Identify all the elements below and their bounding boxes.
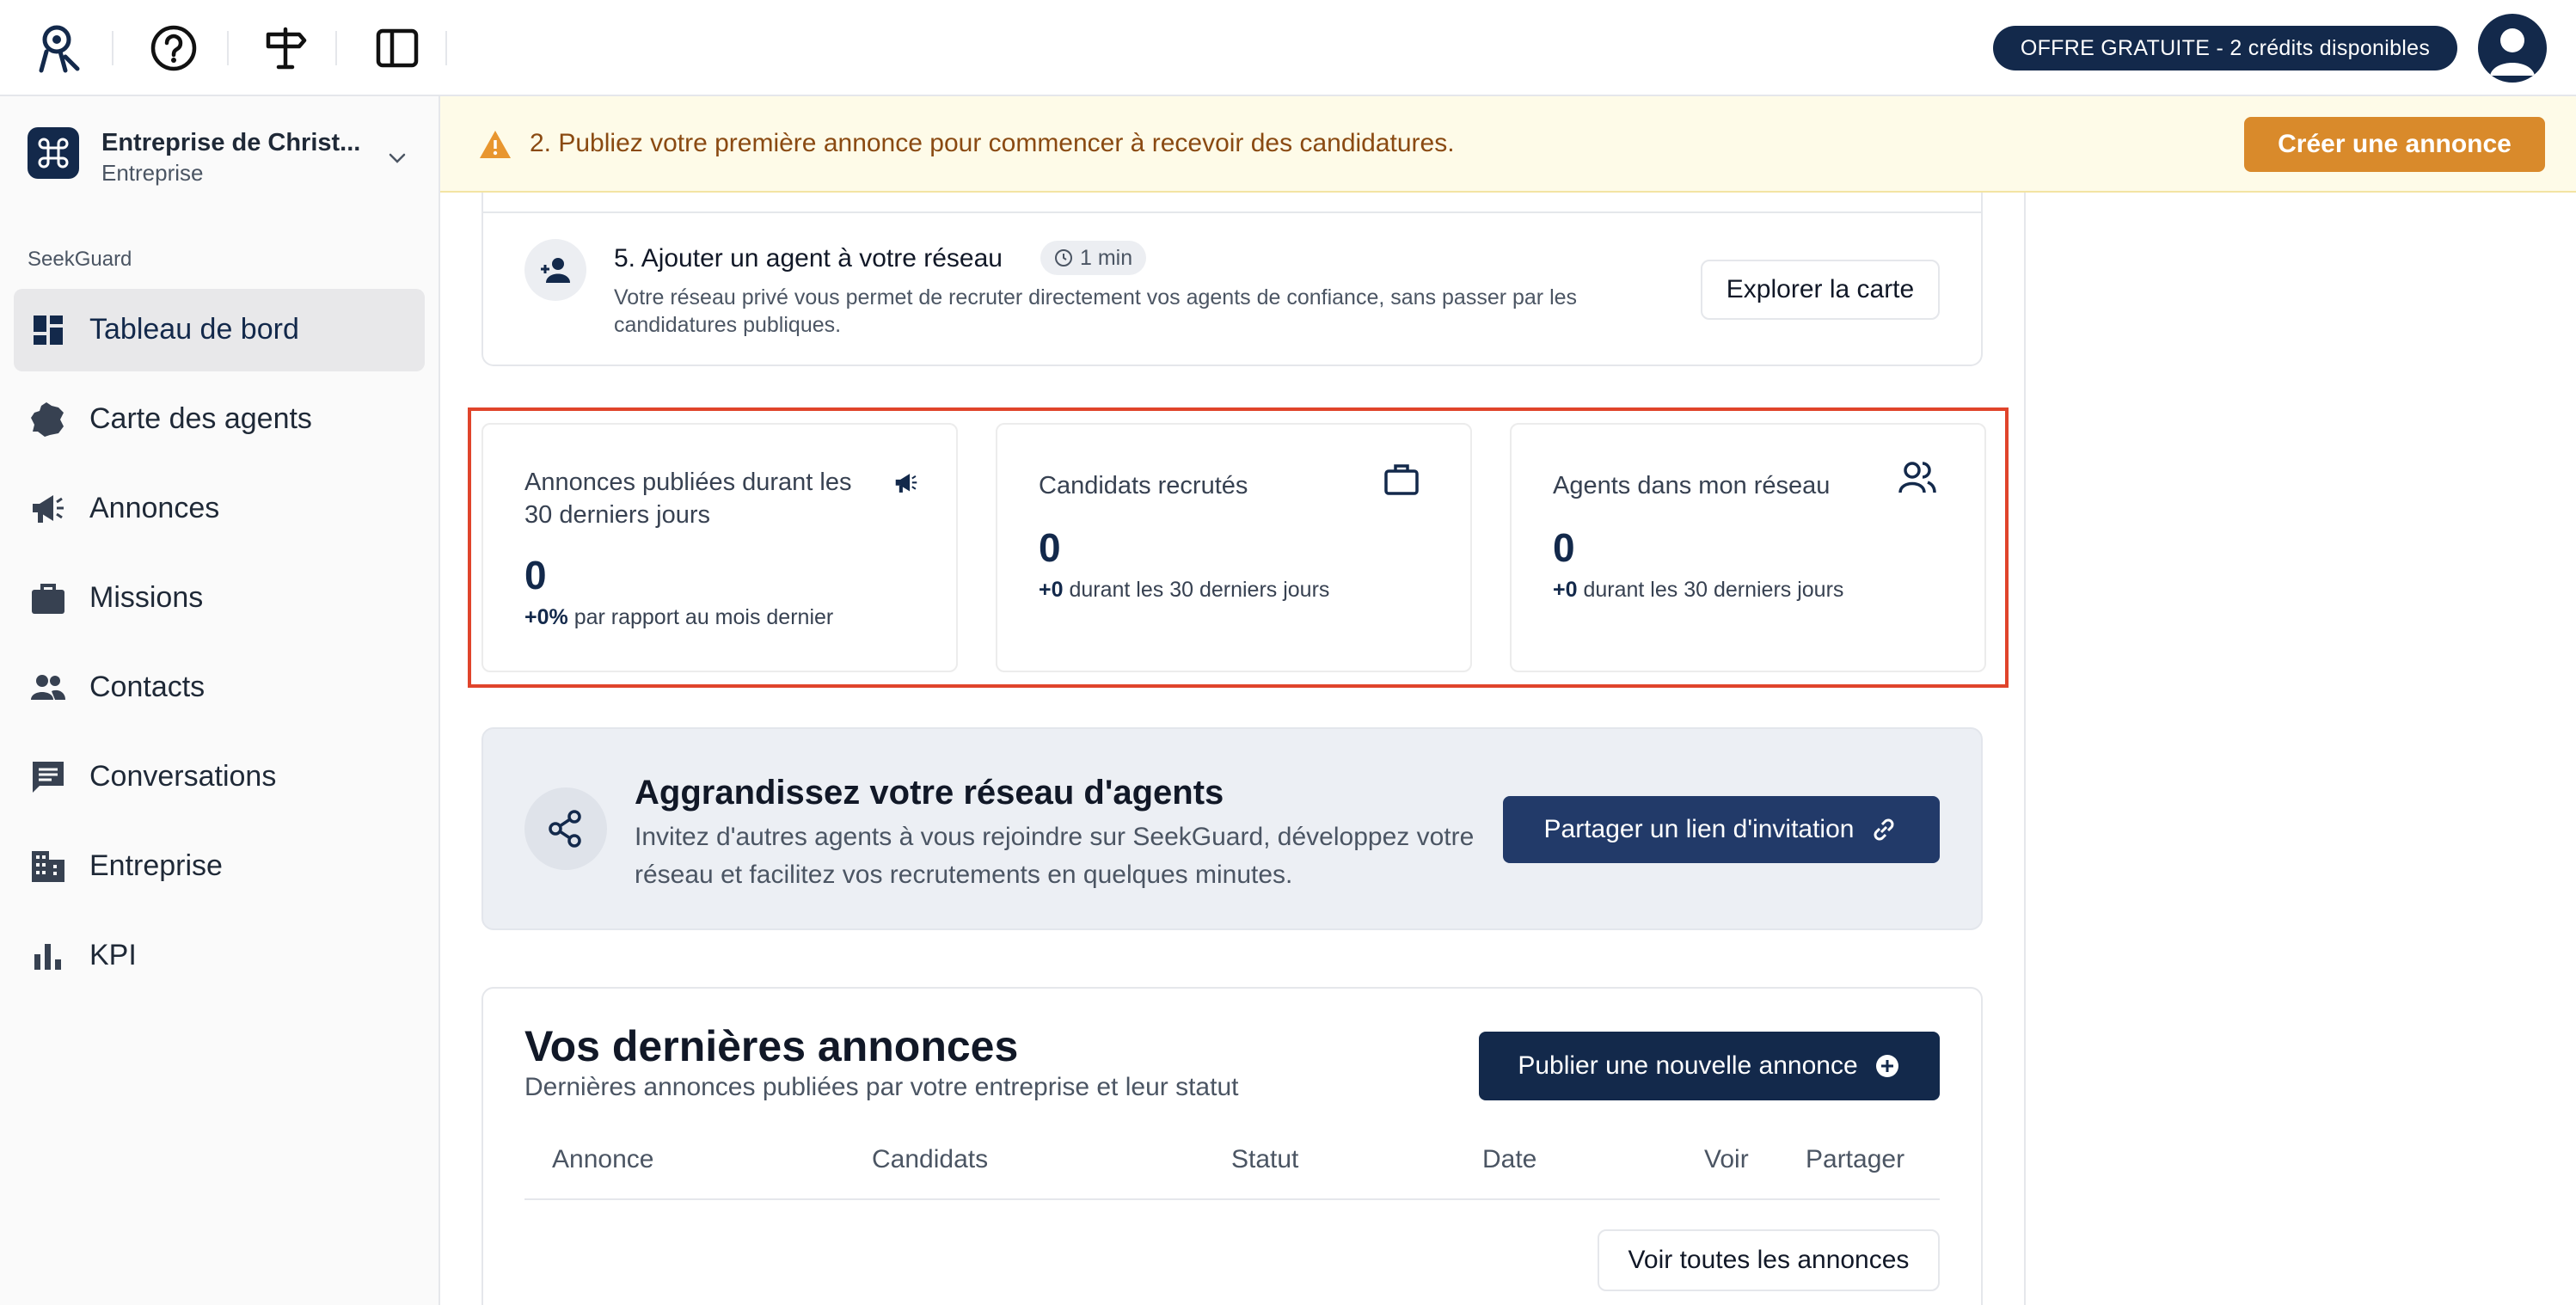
separator (335, 31, 337, 65)
button-label: Partager un lien d'invitation (1543, 815, 1855, 843)
stat-value: 0 (524, 553, 547, 597)
create-annonce-button[interactable]: Créer une annonce (2244, 117, 2545, 172)
stat-card-agents (1510, 423, 1986, 672)
separator (227, 31, 229, 65)
see-all-annonces-button[interactable]: Voir toutes les annonces (1598, 1229, 1940, 1291)
megaphone-icon (886, 463, 927, 504)
column-header[interactable]: Voir (1704, 1145, 1749, 1173)
sidebar-item-label: Carte des agents (89, 402, 312, 435)
duration-text: 1 min (1080, 245, 1133, 270)
briefcase-icon (29, 579, 67, 617)
stat-sub-text: durant les 30 derniers jours (1069, 578, 1330, 602)
sidebar-item-label: KPI (89, 939, 137, 971)
link-icon (1869, 815, 1898, 844)
plus-circle-icon (1874, 1052, 1901, 1080)
company-name: Entreprise de Christ... (101, 129, 361, 156)
sidebar-item-contacts[interactable] (14, 646, 425, 729)
column-header[interactable]: Annonce (552, 1145, 654, 1173)
company-type: Entreprise (101, 160, 204, 186)
sidebar-item-label: Missions (89, 581, 204, 614)
stat-title: Candidats recrutés (1039, 472, 1248, 499)
sidebar-item-tableau-de-bord[interactable] (14, 289, 425, 371)
sidebar-item-label: Tableau de bord (89, 313, 299, 346)
warning-banner (440, 96, 2576, 193)
column-header[interactable]: Partager (1806, 1145, 1905, 1173)
stat-sub-text: par rapport au mois dernier (573, 605, 834, 629)
briefcase-icon (1381, 459, 1422, 500)
megaphone-icon (29, 490, 67, 528)
explore-map-button[interactable]: Explorer la carte (1701, 260, 1940, 320)
annonces-subtitle: Dernières annonces publiées par votre entreprise et leur statut (524, 1073, 1239, 1101)
guard-logo-icon[interactable] (31, 19, 89, 77)
annonces-title: Vos dernières annonces (524, 1022, 1019, 1070)
stat-sub (1039, 578, 1329, 603)
banner-text: 2. Publiez votre première annonce pour commencer à recevoir des candidatures. (530, 129, 1455, 157)
chat-icon (29, 758, 67, 796)
invite-description: Invitez d'autres agents à vous rejoindre sur SeekGuard, développez votre réseau et facilitez vos recrutements en quelques minutes. (635, 823, 1475, 889)
sidebar (0, 96, 440, 1305)
command-icon (28, 127, 79, 179)
dashboard-icon (29, 311, 67, 349)
france-map-icon (29, 401, 67, 438)
divider (481, 211, 1983, 213)
step-description: Votre réseau privé vous permet de recruter directement vos agents de confiance, sans passer par les candidatures publiques. (614, 285, 1578, 337)
stat-title: Agents dans mon réseau (1553, 472, 1831, 499)
content-divider (2024, 193, 2026, 1305)
stat-delta: +0% (524, 605, 568, 629)
help-icon[interactable] (144, 19, 203, 77)
sidebar-item-label: Annonces (89, 492, 220, 524)
stat-delta: +0 (1553, 578, 1578, 602)
stat-delta: +0 (1039, 578, 1064, 602)
sidebar-toggle-icon[interactable] (368, 19, 426, 77)
duration-badge (1040, 241, 1146, 275)
invite-title: Aggrandissez votre réseau d'agents (635, 774, 1224, 812)
step-title: 5. Ajouter un agent à votre réseau (614, 244, 1003, 273)
stat-sub (1553, 578, 1843, 603)
sidebar-item-label: Conversations (89, 760, 277, 793)
stat-card-annonces (481, 423, 958, 672)
clock-icon (1054, 248, 1073, 267)
column-header[interactable]: Candidats (872, 1145, 989, 1173)
sidebar-item-carte-des-agents[interactable] (14, 378, 425, 461)
button-label: Publier une nouvelle annonce (1518, 1051, 1858, 1080)
table-divider (524, 1198, 1940, 1200)
bar-chart-icon (29, 937, 67, 975)
top-bar (0, 0, 2576, 96)
separator (112, 31, 113, 65)
stat-value: 0 (1553, 525, 1575, 570)
stat-sub (524, 605, 833, 630)
stat-sub-text: durant les 30 derniers jours (1583, 578, 1844, 602)
add-person-icon (524, 239, 586, 301)
building-icon (29, 848, 67, 885)
section-label: SeekGuard (28, 248, 132, 271)
stat-title: Annonces publiées durant les 30 derniers jours (524, 469, 852, 529)
share-invite-link-button[interactable] (1503, 796, 1940, 863)
sidebar-item-annonces[interactable] (14, 468, 425, 550)
sidebar-item-label: Contacts (89, 671, 205, 703)
sidebar-item-missions[interactable] (14, 557, 425, 640)
warning-icon (478, 129, 512, 160)
publish-annonce-button[interactable] (1479, 1032, 1940, 1100)
sidebar-item-label: Entreprise (89, 849, 223, 882)
signpost-icon[interactable] (256, 19, 315, 77)
company-switcher[interactable] (28, 124, 414, 193)
stat-value: 0 (1039, 525, 1061, 570)
share-icon (524, 787, 607, 870)
people-icon (29, 669, 67, 707)
sidebar-item-kpi[interactable] (14, 915, 425, 997)
separator (445, 31, 447, 65)
avatar[interactable] (2478, 14, 2547, 83)
column-header[interactable]: Date (1482, 1145, 1537, 1173)
sidebar-item-entreprise[interactable] (14, 825, 425, 908)
stat-card-candidats (996, 423, 1472, 672)
offer-badge[interactable]: OFFRE GRATUITE - 2 crédits disponibles (1993, 26, 2457, 70)
sidebar-item-conversations[interactable] (14, 736, 425, 818)
column-header[interactable]: Statut (1231, 1145, 1299, 1173)
users-icon (1897, 457, 1938, 499)
chevron-down-icon (380, 141, 414, 175)
